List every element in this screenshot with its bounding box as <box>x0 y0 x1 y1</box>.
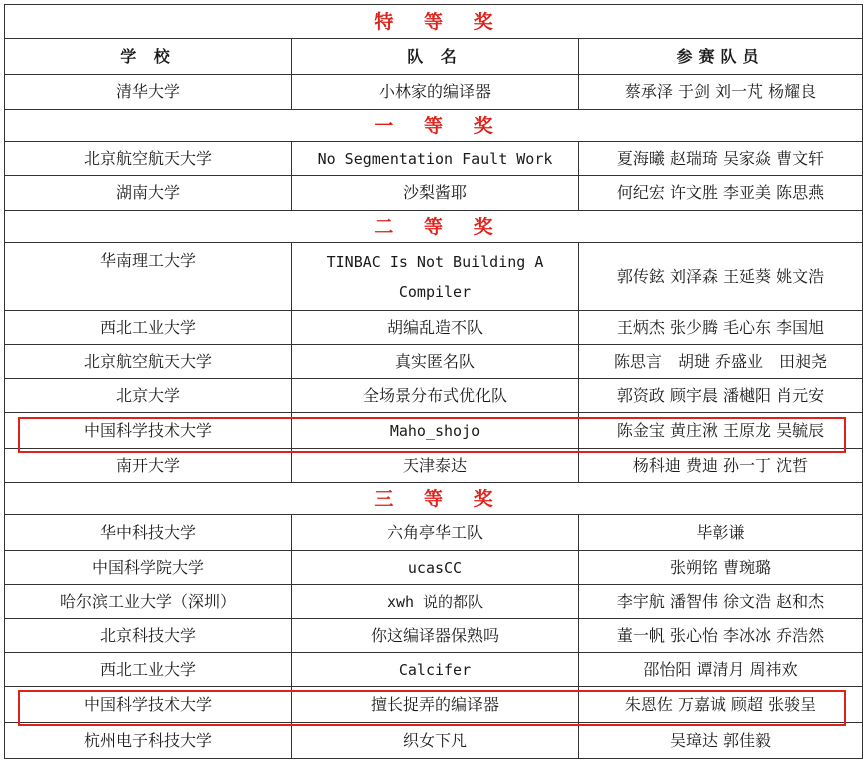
table-row <box>5 653 863 687</box>
school-cell: 华南理工大学 <box>5 243 292 311</box>
table-row <box>5 345 863 379</box>
school-cell: 哈尔滨工业大学（深圳） <box>5 585 292 619</box>
team-cell: 织女下凡 <box>292 723 579 759</box>
members-cell: 李宇航 潘智伟 徐文浩 赵和杰 <box>579 585 863 619</box>
table-row <box>5 243 863 311</box>
school-cell: 北京科技大学 <box>5 619 292 653</box>
members-cell: 朱恩佐 万嘉诚 顾超 张骏呈 <box>579 687 863 723</box>
members-cell: 蔡承泽 于剑 刘一芃 杨耀良 <box>579 75 863 110</box>
header-members: 参赛队员 <box>579 39 863 75</box>
members-cell: 杨科迪 费迪 孙一丁 沈哲 <box>579 449 863 483</box>
table-row <box>5 551 863 585</box>
team-cell: xwh 说的都队 <box>292 585 579 619</box>
team-cell: 全场景分布式优化队 <box>292 379 579 413</box>
table-row <box>5 619 863 653</box>
team-cell: 六角亭华工队 <box>292 515 579 551</box>
members-cell: 吴璋达 郭佳毅 <box>579 723 863 759</box>
members-cell: 何纪宏 许文胜 李亚美 陈思燕 <box>579 176 863 211</box>
table-row <box>5 413 863 449</box>
team-cell: 你这编译器保熟吗 <box>292 619 579 653</box>
table-row <box>5 142 863 176</box>
team-cell: Calcifer <box>292 653 579 687</box>
school-cell: 中国科学技术大学 <box>5 687 292 723</box>
header-school: 学 校 <box>5 39 292 75</box>
school-cell: 中国科学技术大学 <box>5 413 292 449</box>
team-cell: ucasCC <box>292 551 579 585</box>
table-row <box>5 75 863 110</box>
members-cell: 郭传鉉 刘泽森 王延葵 姚文浩 <box>579 243 863 311</box>
section-title-third: 三 等 奖 <box>5 483 863 515</box>
school-cell: 北京航空航天大学 <box>5 345 292 379</box>
header-team: 队 名 <box>292 39 579 75</box>
members-cell: 毕彰谦 <box>579 515 863 551</box>
table-row <box>5 515 863 551</box>
team-cell: 小林家的编译器 <box>292 75 579 110</box>
table-row <box>5 585 863 619</box>
school-cell: 湖南大学 <box>5 176 292 211</box>
school-cell: 华中科技大学 <box>5 515 292 551</box>
school-cell: 北京航空航天大学 <box>5 142 292 176</box>
table-row <box>5 449 863 483</box>
team-cell: 擅长捉弄的编译器 <box>292 687 579 723</box>
members-cell: 邵怡阳 谭清月 周祎欢 <box>579 653 863 687</box>
table-row <box>5 176 863 211</box>
team-cell: 真实匿名队 <box>292 345 579 379</box>
section-title-first: 一 等 奖 <box>5 110 863 142</box>
team-cell: Maho_shojo <box>292 413 579 449</box>
members-cell: 王炳杰 张少腾 毛心东 李国旭 <box>579 311 863 345</box>
table-row <box>5 687 863 723</box>
section-title-second: 二 等 奖 <box>5 211 863 243</box>
school-cell: 西北工业大学 <box>5 653 292 687</box>
school-cell: 清华大学 <box>5 75 292 110</box>
team-cell: 天津泰达 <box>292 449 579 483</box>
school-cell: 北京大学 <box>5 379 292 413</box>
table-row <box>5 723 863 759</box>
team-cell: 胡编乱造不队 <box>292 311 579 345</box>
school-cell: 南开大学 <box>5 449 292 483</box>
school-cell: 杭州电子科技大学 <box>5 723 292 759</box>
members-cell: 陈思言 胡琎 乔盛业 田昶尧 <box>579 345 863 379</box>
table-row <box>5 379 863 413</box>
members-cell: 董一帆 张心怡 李冰冰 乔浩然 <box>579 619 863 653</box>
table-row <box>5 311 863 345</box>
school-cell: 西北工业大学 <box>5 311 292 345</box>
team-cell: No Segmentation Fault Work <box>292 142 579 176</box>
team-cell: 沙梨酱耶 <box>292 176 579 211</box>
members-cell: 夏海曦 赵瑞琦 吴家焱 曹文轩 <box>579 142 863 176</box>
section-title-special: 特 等 奖 <box>5 5 863 39</box>
awards-table <box>4 4 863 759</box>
members-cell: 张朔铭 曹琬璐 <box>579 551 863 585</box>
members-cell: 陈金宝 黄庄湫 王原龙 吴毓辰 <box>579 413 863 449</box>
school-cell: 中国科学院大学 <box>5 551 292 585</box>
team-cell: TINBAC Is Not Building A Compiler <box>292 243 579 311</box>
members-cell: 郭资政 顾宇晨 潘樾阳 肖元安 <box>579 379 863 413</box>
